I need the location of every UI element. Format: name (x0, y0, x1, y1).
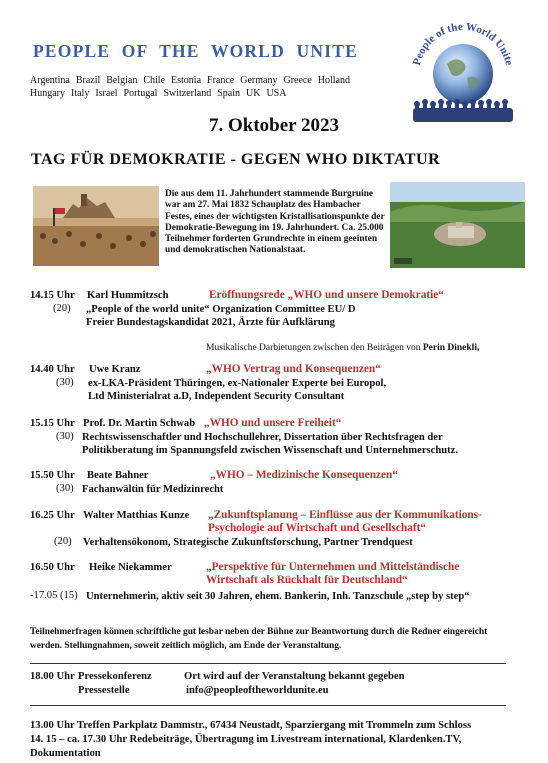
program-time: 15.50 Uhr (30, 470, 75, 481)
program-time: 15.15 Uhr (30, 418, 75, 429)
logo-text: People of the World Unite (410, 20, 516, 67)
program-description: Freier Bundestagskandidat 2021, Ärzte für Aufklärung (86, 317, 335, 328)
program-talk: „Perspektive für Unternehmen und Mittelständische (206, 561, 460, 573)
program-duration: -17.05 (15) (30, 590, 78, 601)
press-label: Pressekonferenz (78, 671, 152, 682)
country-line-2 (30, 87, 360, 100)
event-date: 7. Oktober 2023 (208, 115, 339, 136)
program-talk: „Zukunftsplanung – Einflüsse aus der Kommunikations- (208, 509, 482, 521)
program-duration: (30) (56, 483, 74, 494)
program-time: 16.50 Uhr (30, 562, 75, 573)
program-time: 16.25 Uhr (30, 510, 75, 521)
music-note (206, 343, 479, 353)
divider (30, 705, 506, 706)
program-description: Fachanwältin für Medizinrecht (82, 484, 224, 495)
program-description: Politikberatung im Spannungsfeld zwischen Wissenschaft und Unternehmerschutz. (82, 445, 459, 456)
program-description: Verhaltensökonom, Strategische Zukunftsforschung, Partner Trendquest (83, 537, 413, 548)
program-speaker: Prof. Dr. Martin Schwab (83, 418, 196, 429)
program-duration: (30) (56, 431, 74, 442)
page-title: PEOPLE OF THE WORLD UNITE (33, 41, 358, 61)
program-description: ex-LKA-Präsident Thüringen, ex-Nationaler Experte bei Europol, (88, 378, 387, 389)
music-note-text: Musikalische Darbietungen zwischen den Beiträgen von (206, 343, 421, 353)
country-name: Italy (71, 88, 90, 99)
program-description: Rechtswissenschaftler und Hochschullehrer, Dissertation über Rechtsfragen der (82, 432, 443, 443)
questions-note: Teilnehmerfragen können schriftliche gut lesbar neben der Bühne zur Beantwortung durch die Redner eingereicht werden. Stellungnahmen, soweit zeitlich möglich, am Ende der Veranstaltung. (30, 627, 488, 651)
country-name: Switzerland (163, 88, 212, 99)
program-time: 14.15 Uhr (30, 290, 75, 301)
country-name: Brazil (75, 75, 101, 86)
program-speaker: Karl Hummitzsch (87, 290, 169, 301)
country-name: Holland (317, 75, 350, 86)
headline: TAG FÜR DEMOKRATIE - GEGEN WHO DIKTATUR (31, 151, 441, 168)
country-name: Belgian (106, 75, 138, 86)
country-name: Israel (95, 88, 118, 99)
program-talk: „WHO Vertrag und Konsequenzen“ (206, 363, 381, 375)
program-speaker: Uwe Kranz (89, 364, 141, 375)
press-office-label: Pressestelle (78, 685, 130, 696)
country-name: France (207, 75, 235, 86)
meeting-line: 14. 15 – ca. 17.30 Uhr Redebeiträge, Übertragung im Livestream international, Klardenken.TV, (30, 734, 462, 745)
country-line-1 (30, 74, 360, 87)
program-talk: „WHO – Medizinische Konsequenzen“ (210, 469, 398, 481)
program-speaker: Heike Niekammer (89, 562, 172, 573)
country-name: Chile (143, 75, 166, 86)
country-name: Germany (240, 75, 278, 86)
press-email: info@peopleoftheworldunite.eu (186, 685, 329, 696)
program-duration: (30) (56, 377, 74, 388)
country-name: Spain (217, 88, 240, 99)
program-description: Unternehmerin, aktiv seit 30 Jahren, ehem. Bankerin, Inh. Tanzschule „step by step“ (86, 591, 470, 602)
program-talk: Psychologie auf Wirtschaft und Gesellschaft“ (208, 522, 426, 534)
country-name: Greece (283, 75, 312, 86)
meeting-line: Dokumentation (30, 748, 101, 759)
program-speaker: Walter Matthias Kunze (83, 510, 190, 521)
press-time: 18.00 Uhr (30, 671, 75, 682)
press-location: Ort wird auf der Veranstaltung bekannt gegeben (184, 671, 405, 682)
program-time: 14.40 Uhr (30, 364, 75, 375)
hambach-castle-photo (390, 182, 525, 268)
program-description: Ltd Ministerialrat a.D, Independent Security Consultant (88, 391, 345, 402)
program-duration: (20) (54, 536, 72, 547)
program-description: „People of the world unite“ Organization Committee EU/ D (86, 304, 356, 315)
country-name: Hungary (30, 88, 65, 99)
country-name: USA (266, 88, 287, 99)
country-name: Estonia (171, 75, 202, 86)
program-talk: Eröffnungsrede „WHO und unsere Demokratie“ (209, 289, 444, 301)
intro-text: Die aus dem 11. Jahrhundert stammende Burgruine war am 27. Mai 1832 Schauplatz des Hambacher Festes, eines der wichtigsten Kristallisationspunkte der Demokratie-Bewegung im 19. Jahrhundert. Ca. 25.000 Teilnehmer forderten Grundrechte in einem geeinten und demokratischen Nationalstaat. (165, 189, 385, 256)
country-name: Portugal (123, 88, 158, 99)
program-talk: „WHO und unsere Freiheit“ (204, 417, 342, 429)
meeting-line: 13.00 Uhr Treffen Parkplatz Dammstr., 67434 Neustadt, Sparziergang mit Trommeln zum Schloss (30, 720, 472, 731)
country-name: UK (245, 88, 261, 99)
country-list (30, 74, 360, 100)
program-speaker: Beate Bahner (87, 470, 149, 481)
music-note-name: Perin Dinekli, (422, 343, 480, 353)
hambach-festival-painting (33, 186, 159, 266)
program-duration: (20) (53, 303, 71, 314)
divider (30, 663, 506, 664)
country-name: Argentina (30, 75, 70, 86)
program-talk: Wirtschaft als Rückhalt für Deutschland“ (206, 574, 408, 586)
